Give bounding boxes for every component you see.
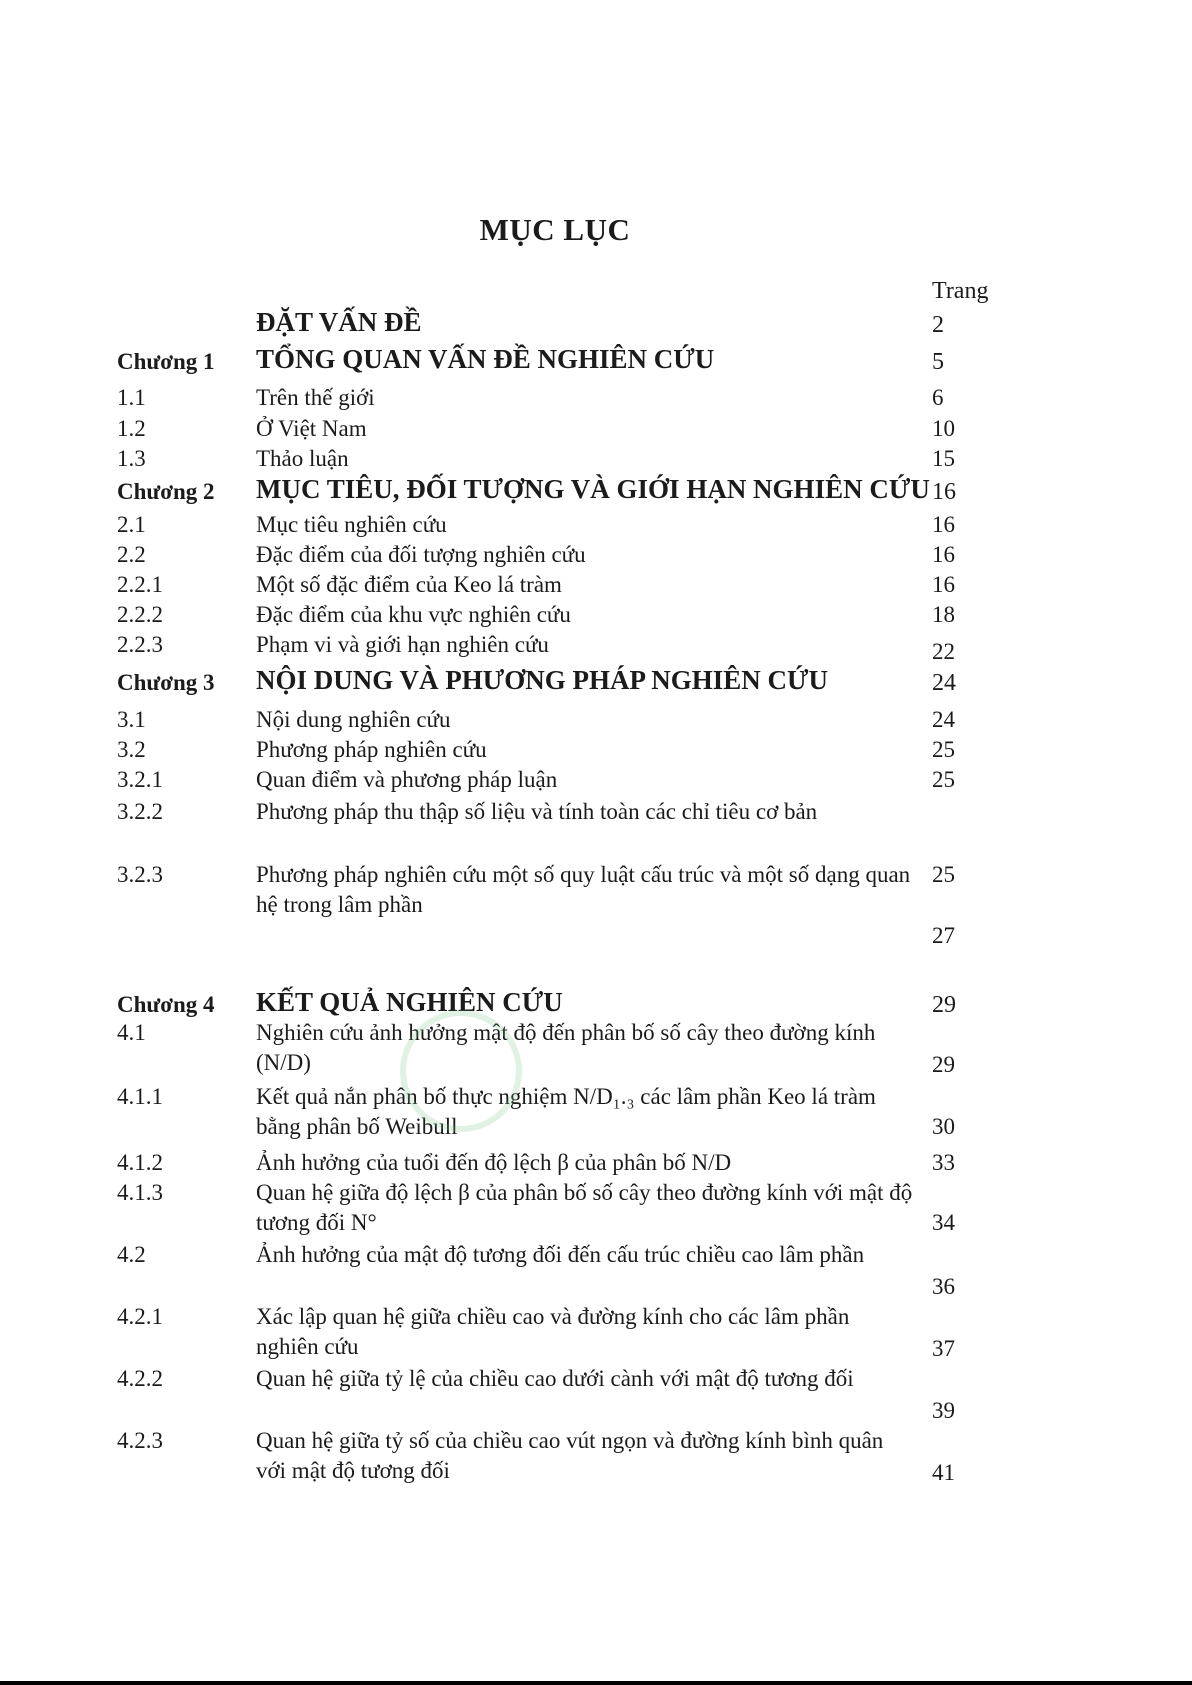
toc-entry-text: Nghiên cứu ảnh hưởng mật độ đến phân bố số cây theo đường kính (N/D) [256,1020,876,1075]
toc-entry-page: 29 [932,992,956,1018]
toc-entry-text: Đặc điểm của khu vực nghiên cứu [256,602,571,627]
toc-entry-number: 2.2 [117,542,146,567]
toc-entry-page: 25 [932,737,955,762]
toc-entry-number: 4.1 [117,1020,146,1045]
toc-entry-text: Xác lập quan hệ giữa chiều cao và đường kính cho các lâm phần nghiên cứu [256,1304,850,1359]
toc-entry-text: ĐẶT VẤN ĐỀ [256,307,422,337]
toc-entry-text: NỘI DUNG VÀ PHƯƠNG PHÁP NGHIÊN CỨU [256,665,828,695]
toc-entry-number: 1.1 [117,385,146,410]
toc-entry-number: 3.2.3 [117,862,163,887]
toc-entry-page: 41 [932,1460,955,1485]
toc-entry-page: 34 [932,1210,955,1235]
toc-entry-number: 4.2.3 [117,1428,163,1453]
toc-entry-number: 3.2 [117,737,146,762]
toc-entry-number: 3.2.1 [117,767,163,792]
toc-entry-number: 4.2.1 [117,1304,163,1329]
toc-entry-number: 3.1 [117,707,146,732]
toc-entry-number: 2.2.2 [117,602,163,627]
toc-entry-page: 30 [932,1114,955,1139]
toc-entry-page: 24 [932,670,956,696]
toc-entry-number: 1.3 [117,446,146,471]
toc-entry-text: Một số đặc điểm của Keo lá tràm [256,572,562,597]
toc-entry-page: 25 [932,767,955,792]
toc-entry-page: 15 [932,446,955,471]
toc-title: MỤC LỤC [479,212,631,247]
toc-entry-page: 5 [932,349,944,375]
toc-entry-text: Thảo luận [256,446,349,471]
toc-entry-text: Quan hệ giữa tỷ lệ của chiều cao dưới cành với mật độ tương đối [256,1366,854,1391]
toc-entry-number: 1.2 [117,416,146,441]
toc-entry-text: MỤC TIÊU, ĐỐI TƯỢNG VÀ GIỚI HẠN NGHIÊN CỨU [256,474,930,504]
library-seal-watermark [400,1010,522,1132]
toc-entry-text: Phương pháp nghiên cứu [256,737,487,762]
toc-entry-text: KẾT QUẢ NGHIÊN CỨU [256,987,563,1017]
toc-entry-number: 2.2.3 [117,632,163,657]
toc-entry-text: Mục tiêu nghiên cứu [256,512,447,537]
toc-entry-number: 2.1 [117,512,146,537]
toc-entry-text: Phương pháp nghiên cứu một số quy luật cấu trúc và một số dạng quan hệ trong lâm phần [256,862,911,917]
toc-entry-page: 37 [932,1336,955,1361]
toc-entry-text: Phạm vi và giới hạn nghiên cứu [256,632,549,657]
toc-entry-page: 2 [932,312,944,338]
toc-entry-page: 33 [932,1150,955,1175]
toc-entry-page: 16 [932,572,955,597]
page-bottom-edge [0,1681,1192,1685]
toc-entry-page: 22 [932,639,955,664]
toc-entry-page: 27 [932,923,955,948]
toc-entry-text: Nội dung nghiên cứu [256,707,451,732]
toc-entry-text: Quan hệ giữa độ lệch β của phân bố số cây theo đường kính với mật độ tương đối N° [256,1180,913,1235]
toc-entry-page: 36 [932,1274,955,1299]
toc-entry-number: 4.1.3 [117,1180,163,1205]
toc-entry-page: 29 [932,1052,955,1077]
toc-entry-text: Quan điểm và phương pháp luận [256,767,558,792]
toc-entry-text: Trên thế giới [256,385,375,410]
toc-entry-number: Chương 1 [117,349,215,374]
toc-entry-page: 16 [932,542,955,567]
toc-entry-page: 6 [932,385,944,410]
toc-entry-text: Ở Việt Nam [256,416,367,441]
toc-entry-text: Ảnh hưởng của mật độ tương đối đến cấu trúc chiều cao lâm phần [256,1242,865,1267]
toc-entry-page: 16 [932,479,956,505]
toc-entry-text: Phương pháp thu thập số liệu và tính toàn các chỉ tiêu cơ bản [256,799,818,824]
toc-entry-page: 24 [932,707,955,732]
toc-entry-page: 16 [932,512,955,537]
toc-entry-page: 10 [932,416,955,441]
toc-entry-number: 2.2.1 [117,572,163,597]
toc-entry-page: 39 [932,1398,955,1423]
toc-entry-text: TỔNG QUAN VẤN ĐỀ NGHIÊN CỨU [256,344,715,374]
toc-entry-number: Chương 2 [117,479,215,504]
toc-entry-text: Ảnh hưởng của tuổi đến độ lệch β của phân bố N/D [256,1150,732,1175]
page-column-header: Trang [932,278,989,304]
toc-entry-text: Đặc điểm của đối tượng nghiên cứu [256,542,586,567]
toc-entry-number: Chương 3 [117,670,215,695]
toc-entry-number: 4.2 [117,1242,146,1267]
toc-entry-text: Quan hệ giữa tỷ số của chiều cao vút ngọn và đường kính bình quân với mật độ tương đối [256,1428,884,1483]
toc-entry-page: 18 [932,602,955,627]
toc-entry-number: 4.1.1 [117,1084,163,1109]
toc-entry-number: Chương 4 [117,992,215,1017]
toc-entry-page: 25 [932,862,955,887]
toc-entry-number: 4.1.2 [117,1150,163,1175]
toc-entry-number: 3.2.2 [117,799,163,824]
toc-entry-number: 4.2.2 [117,1366,163,1391]
toc-entry-text: Kết quả nắn phân bố thực nghiệm N/D₁.₃ các lâm phần Keo lá tràm bằng phân bố Weibull [256,1084,876,1139]
